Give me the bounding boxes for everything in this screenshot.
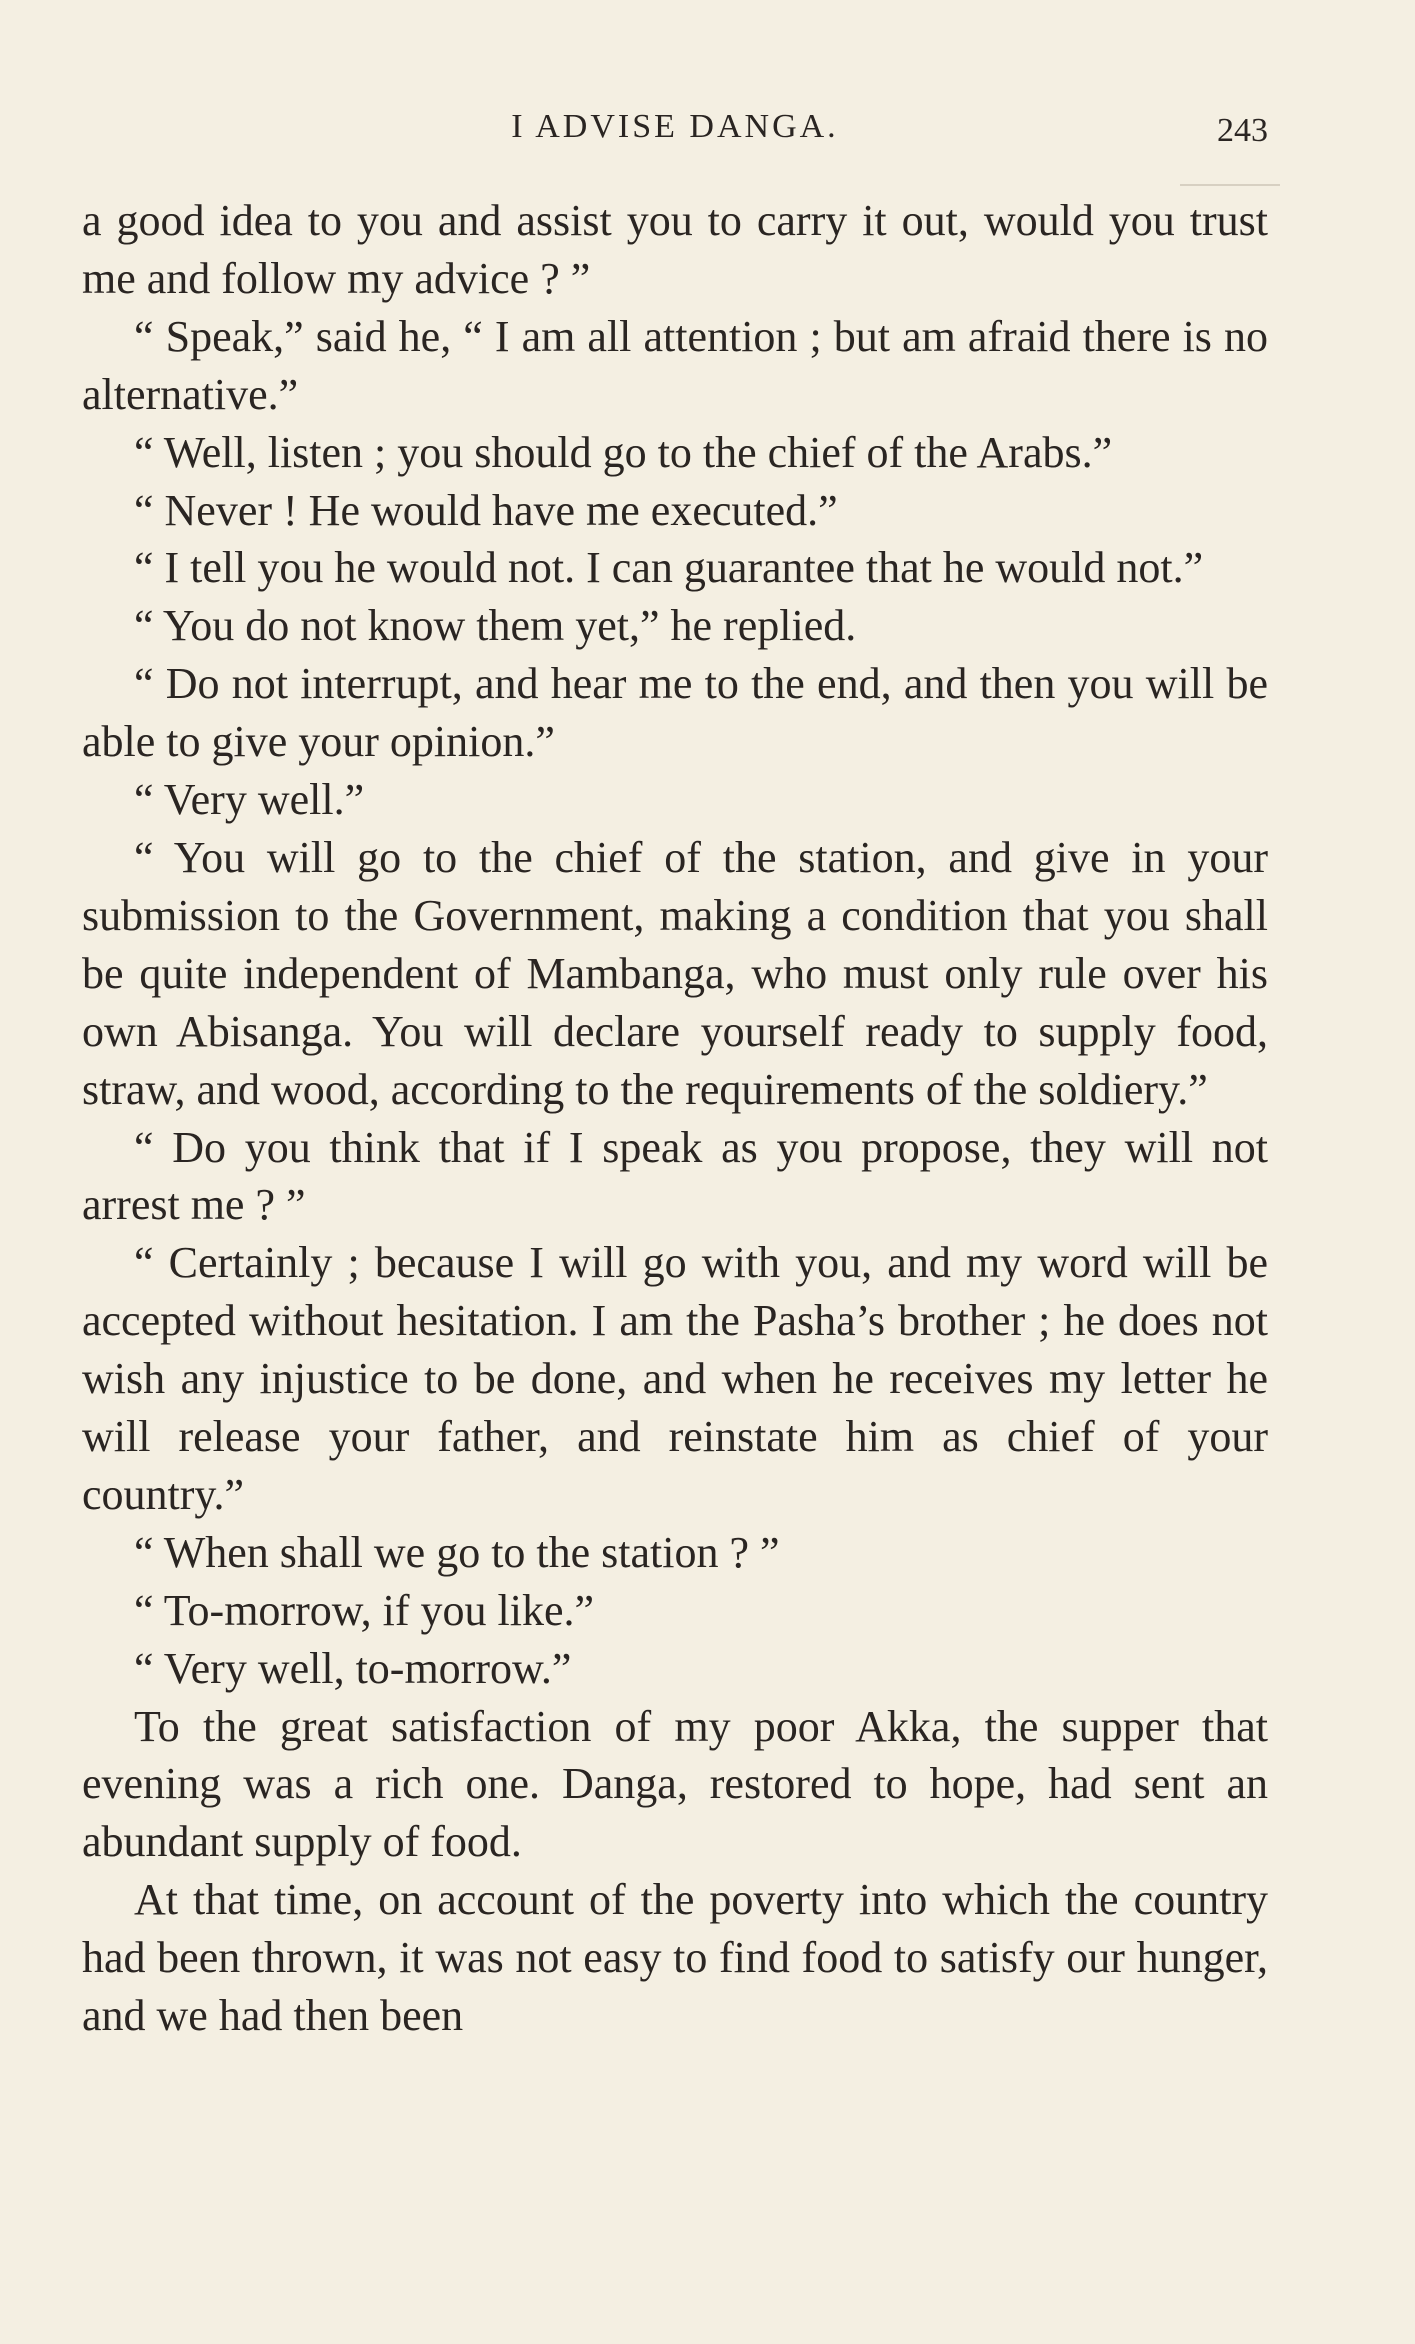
paragraph: “ To-morrow, if you like.” <box>134 1585 595 1635</box>
running-head <box>82 100 1268 160</box>
header-rule <box>1180 184 1280 186</box>
paragraph: To the great satisfaction of my poor Akka, the supper that evening was a rich one. Danga, restored to hope, had sent an abundant supply of food. <box>82 1701 1268 1867</box>
paragraph: “ Speak,” said he, “ I am all attention ; but am afraid there is no alternative.” <box>82 311 1268 419</box>
paragraph: “ Very well.” <box>134 775 365 825</box>
page-number: 243 <box>1217 112 1268 149</box>
page-body-text <box>82 192 1268 2045</box>
paragraph: At that time, on account of the poverty into which the country had been thrown, it was not easy to find food to satisfy our hunger, and we had then been <box>82 1875 1268 2041</box>
paragraph: “ Do you think that if I speak as you propose, they will not arrest me ? ” <box>82 1122 1268 1230</box>
chapter-heading: I ADVISE DANGA. <box>511 108 839 145</box>
paragraph: “ Very well, to-morrow.” <box>134 1643 572 1693</box>
paragraph: “ You will go to the chief of the station, and give in your submission to the Government, making a condition that you shall be quite independent of Mambanga, who must only rule over his own Abisanga. You will declare yourself ready to supply food, straw, and wood, according to the requirements of the soldiery.” <box>82 832 1268 1114</box>
paragraph: “ When shall we go to the station ? ” <box>134 1527 780 1577</box>
paragraph: “ I tell you he would not. I can guarantee that he would not.” <box>134 543 1204 593</box>
paragraph: “ Certainly ; because I will go with you, and my word will be accepted without hesitation. I am the Pasha’s brother ; he does not wish any injustice to be done, and when he receives my letter he will release your father, and reinstate him as chief of your country.” <box>82 1238 1268 1519</box>
paragraph: “ You do not know them yet,” he replied. <box>134 601 857 651</box>
paragraph: a good idea to you and assist you to carry it out, would you trust me and follow my advice ? ” <box>82 196 1268 303</box>
paragraph: “ Well, listen ; you should go to the chief of the Arabs.” <box>134 427 1113 477</box>
paragraph: “ Do not interrupt, and hear me to the end, and then you will be able to give your opinion.” <box>82 659 1268 767</box>
paragraph: “ Never ! He would have me executed.” <box>134 485 838 535</box>
